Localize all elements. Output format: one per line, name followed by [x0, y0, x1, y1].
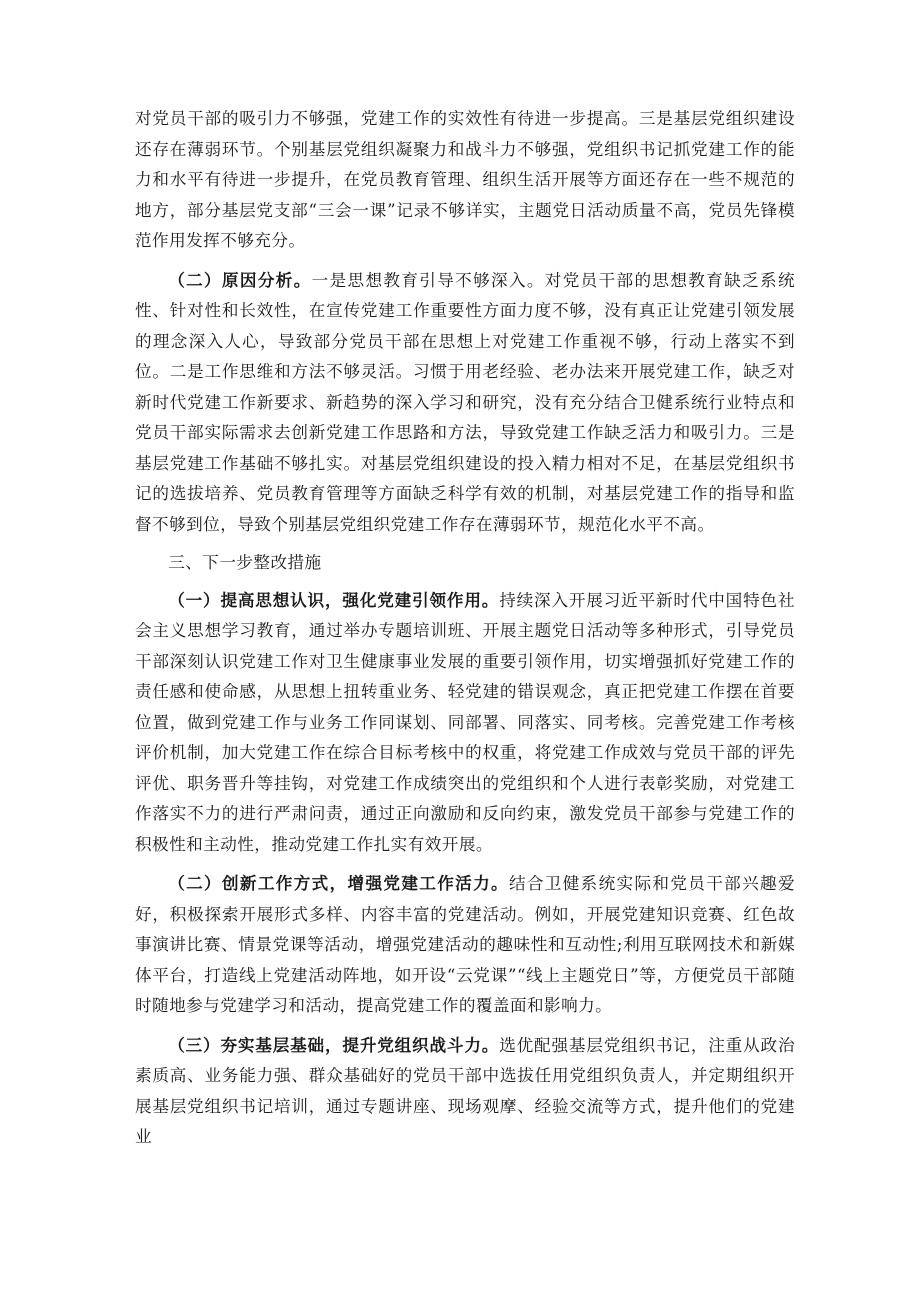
measure-body-2: 结合卫健系统实际和党员干部兴趣爱好，积极探索开展形式多样、内容丰富的党建活动。例如，开展党建知识竞赛、红色故事演讲比赛、情景党课等活动，增强党建活动的趣味性和互动性;利用互联网技术和新媒体平台，打造线上党建活动阵地，如开设“云党课”“线上主题党日”等，方便党员干部随时随地参与党建学习和活动，提高党建工作的覆盖面和影响力。: [135, 874, 795, 1015]
document-body: [135, 104, 795, 1153]
cause-analysis-paragraph: [135, 265, 795, 541]
measure-title-1: （一）提高思想认识，强化党建引领作用。: [168, 589, 500, 610]
continuation-paragraph: 对党员干部的吸引力不够强，党建工作的实效性有待进一步提高。三是基层党组织建设还存在薄弱环节。个别基层党组织凝聚力和战斗力不够强，党组织书记抓党建工作的能力和水平有待进一步提升，在党员教育管理、组织生活开展等方面还存在一些不规范的地方，部分基层党支部“三会一课”记录不够详实，主题党日活动质量不高，党员先锋模范作用发挥不够充分。: [135, 109, 795, 250]
measure-title-2: （二）创新工作方式，增强党建工作活力。: [168, 873, 509, 893]
measure-paragraph-3: [135, 1030, 795, 1153]
measure-paragraph-2: [135, 868, 795, 1022]
measure-body-1: 持续深入开展习近平新时代中国特色社会主义思想学习教育，通过举办专题培训班、开展主题党日活动等多种形式，引导党员干部深刻认识党建工作对卫生健康事业发展的重要引领作用，切实增强抓好党建工作的责任感和使命感，从思想上扭转重业务、轻党建的错误观念，真正把党建工作摆在首要位置，做到党建工作与业务工作同谋划、同部署、同落实、同考核。完善党建工作考核评价机制，加大党建工作在综合目标考核中的权重，将党建工作成效与党员干部的评先评优、职务晋升等挂钩，对党建工作成绩突出的党组织和个人进行表彰奖励，对党建工作落实不力的进行严肃问责，通过正向激励和反向约束，激发党员干部参与党建工作的积极性和主动性，推动党建工作扎实有效开展。: [135, 590, 795, 854]
measure-title-3: （三）夯实基层基础，提升党组织战斗力。: [168, 1034, 500, 1055]
cause-analysis-title: （二）原因分析。: [168, 269, 312, 290]
measure-body-3: 选优配强基层党组织书记，注重从政治素质高、业务能力强、群众基础好的党员干部中选拔任用党组织负责人，并定期组织开展基层党组织书记培训，通过专题讲座、现场观摩、经验交流等方式，提升他们的党建业: [135, 1035, 795, 1146]
section-heading: 三、下一步整改措施: [168, 553, 322, 572]
measure-paragraph-1: [135, 585, 795, 861]
cause-analysis-body: 一是思想教育引导不够深入。对党员干部的思想教育缺乏系统性、针对性和长效性，在宣传党建工作重要性方面力度不够，没有真正让党建引领发展的理念深入人心，导致部分党员干部在思想上对党建工作重视不够，行动上落实不到位。二是工作思维和方法不够灵活。习惯于用老经验、老办法来开展党建工作，缺乏对新时代党建工作新要求、新趋势的深入学习和研究，没有充分结合卫健系统行业特点和党员干部实际需求去创新党建工作思路和方法，导致党建工作缺乏活力和吸引力。三是基层党建工作基础不够扎实。对基层党组织建设的投入精力相对不足，在基层党组织书记的选拔培养、党员教育管理等方面缺乏科学有效的机制，对基层党建工作的指导和监督不够到位，导致个别基层党组织党建工作存在薄弱环节，规范化水平不高。: [135, 270, 795, 534]
